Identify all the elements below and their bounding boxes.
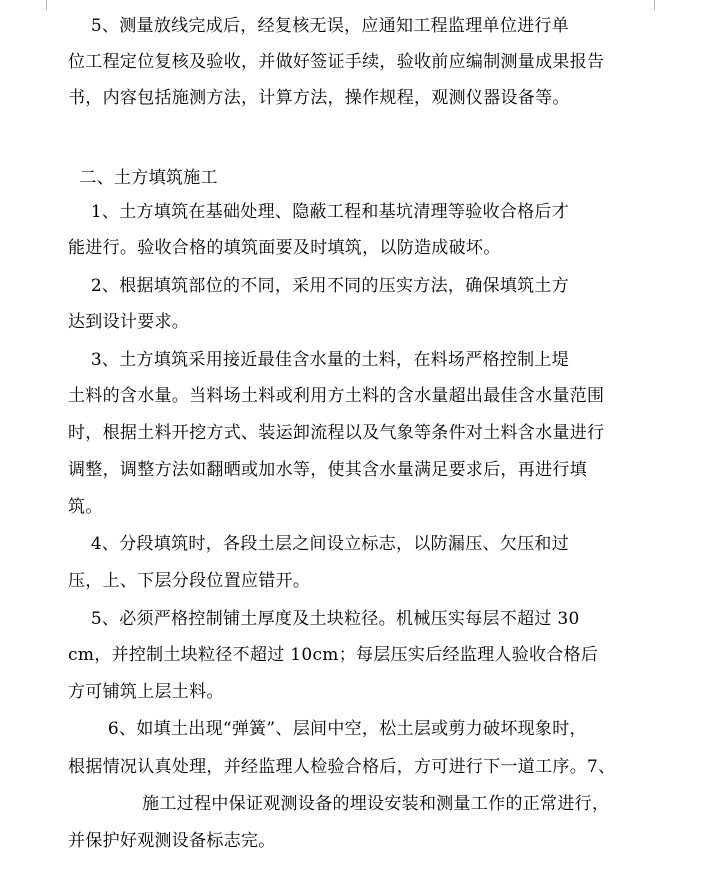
text-line: 达到设计要求。 (68, 312, 190, 332)
text-line: 3、土方填筑采用接近最佳含水量的土料，在料场严格控制上堤 (68, 350, 570, 370)
text-line: 6、如填土出现“弹簧”、层间中空，松土层或剪力破坏现象时， (68, 719, 587, 739)
text-line: 2、根据填筑部位的不同，采用不同的压实方法，确保填筑土方 (68, 276, 570, 296)
text-line: 位工程定位复核及验收，并做好签证手续，验收前应编制测量成果报告 (68, 52, 605, 72)
page-corner-mark-left (28, 0, 47, 10)
text-line: 施工过程中保证观测设备的埋设安装和测量工作的正常进行， (68, 794, 610, 814)
text-line: 1、土方填筑在基础处理、隐蔽工程和基坑清理等验收合格后才 (68, 202, 570, 222)
text-line: 能进行。验收合格的填筑面要及时填筑，以防造成破坏。 (68, 238, 501, 258)
text-line: 4、分段填筑时，各段土层之间设立标志，以防漏压、欠压和过 (68, 534, 570, 554)
text-line: cm，并控制土块粒径不超过 10cm；每层压实后经监理人验收合格后 (68, 645, 599, 665)
page-corner-mark-right (654, 0, 673, 10)
text-line: 筑。 (68, 497, 103, 517)
text-line: 书，内容包括施测方法，计算方法，操作规程，观测仪器设备等。 (68, 88, 570, 108)
text-line: 5、必须严格控制铺土厚度及土块粒径。机械压实每层不超过 30 (68, 609, 580, 629)
text-line: 根据情况认真处理，并经监理人检验合格后，方可进行下一道工序。7、 (68, 757, 616, 777)
text-line: 调整，调整方法如翻晒或加水等，使其含水量满足要求后，再进行填 (68, 460, 587, 480)
text-line: 压，上、下层分段位置应错开。 (68, 571, 311, 591)
text-line: 时，根据土料开挖方式、装运卸流程以及气象等条件对土料含水量进行 (68, 423, 605, 443)
section-heading: 二、土方填筑施工 (68, 168, 218, 188)
text-line: 方可铺筑上层土料。 (68, 682, 224, 702)
text-line: 5、测量放线完成后，经复核无误，应通知工程监理单位进行单 (68, 16, 570, 36)
text-line: 土料的含水量。当料场土料或利用方土料的含水量超出最佳含水量范围 (68, 386, 605, 406)
text-line: 并保护好观测设备标志完。 (68, 831, 276, 851)
